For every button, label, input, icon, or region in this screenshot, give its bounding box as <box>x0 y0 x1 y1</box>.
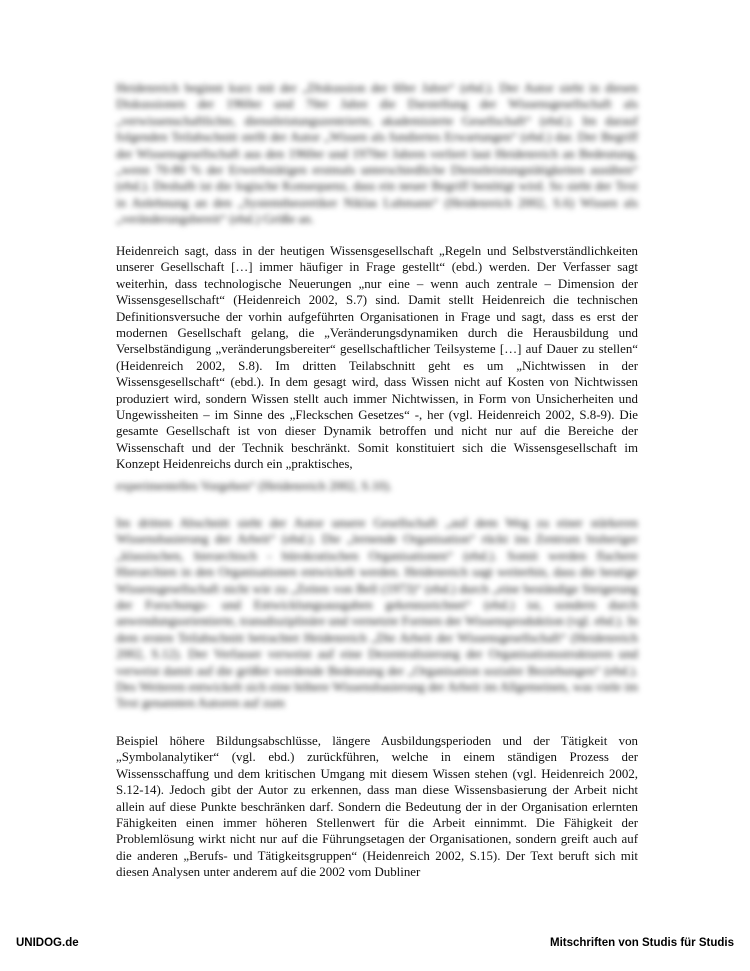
paragraph-2: Beispiel höhere Bildungsabschlüsse, längere Ausbildungsperioden und der Tätigkeit von „Symbolanalytiker“ (vgl. ebd.) zurückführen, welche in einem ständigen Prozess der Wissensschaffung und dem kritischen Umgang mit diesem Wissen stehen (vgl. Heidenreich 2002, S.12-14). Jedoch gibt der Autor zu erkennen, dass man diese Wissensbasierung der Arbeit nicht allein auf diese Punkte beschränken darf. Sondern die Bedeutung der in der Organisation erlernten Fähigkeiten einen immer höheren Stellenwert für die Arbeit einnimmt. Die Fähigkeit der Problemlösung wirkt nicht nur auf die Führungsetagen der Organisationen, sondern greift auch auf die anderen „Berufs- und Tätigkeitsgruppen“ (Heidenreich 2002, S.15). Der Text beruft sich mit diesen Analysen unter anderem auf die 2002 vom Dubliner <box>116 734 638 880</box>
paragraph-1: Heidenreich sagt, dass in der heutigen Wissensgesellschaft „Regeln und Selbstverständlichkeiten unserer Gesellschaft […] immer häufiger in Frage gestellt“ (ebd.) werden. Der Verfasser sagt weiterhin, dass technologische Neuerungen „nur eine – wenn auch zentrale – Dimension der Wissensgesellschaft“ (Heidenreich 2002, S.7) sind. Damit stellt Heidenreich die technischen Definitionsversuche der vorhin aufgeführten Organisationen in Frage und sagt, dass es erst der modernen Gesellschaft gelang, die „Veränderungsdynamiken durch die Herausbildung und Verselbständigung „veränderungsbereiter“ gesellschaftlicher Teilsysteme […] auf Dauer zu stellen“ (Heidenreich 2002, S.8). Im dritten Teilabschnitt geht es um „Nichtwissen in der Wissensgesellschaft“ (ebd.). In dem gesagt wird, dass Wissen nicht auf Kosten von Nichtwissen produziert wird, sondern Wissen stellt auch immer Nichtwissen, in Form von Unsicherheiten und Ungewissheiten – im Sinne des „Fleckschen Gesetzes“ -, her (vgl. Heidenreich 2002, S.8-9). Die gesamte Gesellschaft ist von dieser Dynamik betroffen und nicht nur auf die Bereiche der Wissenschaft und der Technik beschränkt. Somit konstituiert sich die Wissensgesellschaft im Konzept Heidenreichs durch ein „praktisches, <box>116 244 638 472</box>
footer-tagline: Mitschriften von Studis für Studis <box>549 937 734 949</box>
blurred-text-bottom <box>116 515 638 712</box>
blurred-text-top <box>116 80 638 228</box>
blurred-paragraph-bottom: Im dritten Abschnitt sieht der Autor unsere Gesellschaft „auf dem Weg zu einer stärkeren Wissensbasierung der Arbeit“ (ebd.). Die „lernende Organisation“ rückt ins Zentrum bisheriger „klassischen, hierarchisch - bürokratischen Organisationen“ (ebd.). Somit werden flachere Hierarchien in den Organisationen entwickelt werden. Heidenreich sagt weiterhin, dass die heutige Wissensgesellschaft nicht wie zu „Zeiten von Bell (1973)“ (ebd.) durch „eine beständige Steigerung der Forschungs- und Entwicklungsausgaben gekennzeichnet“ (ebd.) ist, sondern durch anwendungsorientierte, transdisziplinäre und vernetzte Formen der Wissensproduktion (vgl. ebd.). In dem ersten Teilabschnitt betrachtet Heidenreich „Die Arbeit der Wissensgesellschaft“ (Heidenreich 2002, S.12). Der Verfasser verweist auf eine Dezentralisierung der Organisationsstrukturen und verweist damit auf die größer werdende Bedeutung der „Organisation sozialer Beziehungen“ (ebd.). Des Weiteren entwickelt sich eine höhere Wissensbasierung der Arbeit im Allgemeinen, was viele im Text genannten Autoren auf zum <box>116 516 638 711</box>
visible-text-block-2 <box>116 733 638 881</box>
footer-brand: UNIDOG.de <box>16 937 79 949</box>
blurred-paragraph-mid: experimentelles Vorgehen“ (Heidenreich 2002, S.10). <box>116 479 392 493</box>
visible-text-block-1 <box>116 243 638 473</box>
blurred-paragraph-top: Heidenreich beginnt kurz mit der „Diskussion der 60er Jahre“ (ebd.). Der Autor sieht in diesen Diskussionen der 1960er und 70er Jahre die Darstellung der Wissensgesellschaft als „verwissenschaftlichte, dienstleistungszentrierte, akademisierte Gesellschaft“ (ebd.). Im darauf folgenden Teilabschnitt stellt der Autor „Wissen als fundiertes Erwartungen“ (ebd.) dar. Der Begriff der Wissensgesellschaft aus den 1960er und 1970er Jahren verliert laut Heidenreich an Bedeutung, „wenn 70-80 % der Erwerbstätigen erstmals unterschiedliche Dienstleistungstätigkeiten ausüben“ (ebd.). Deshalb ist die logische Konsequenz, dass ein neuer Begriff benötigt wird. So sieht der Text in Anlehnung an den „Systemtheoretiker Niklas Luhmann“ (Heidenreich 2002, S.6) Wissen als „veränderungsbereit“ (ebd.) Größe an. <box>116 81 638 227</box>
blurred-text-mid <box>116 478 638 494</box>
